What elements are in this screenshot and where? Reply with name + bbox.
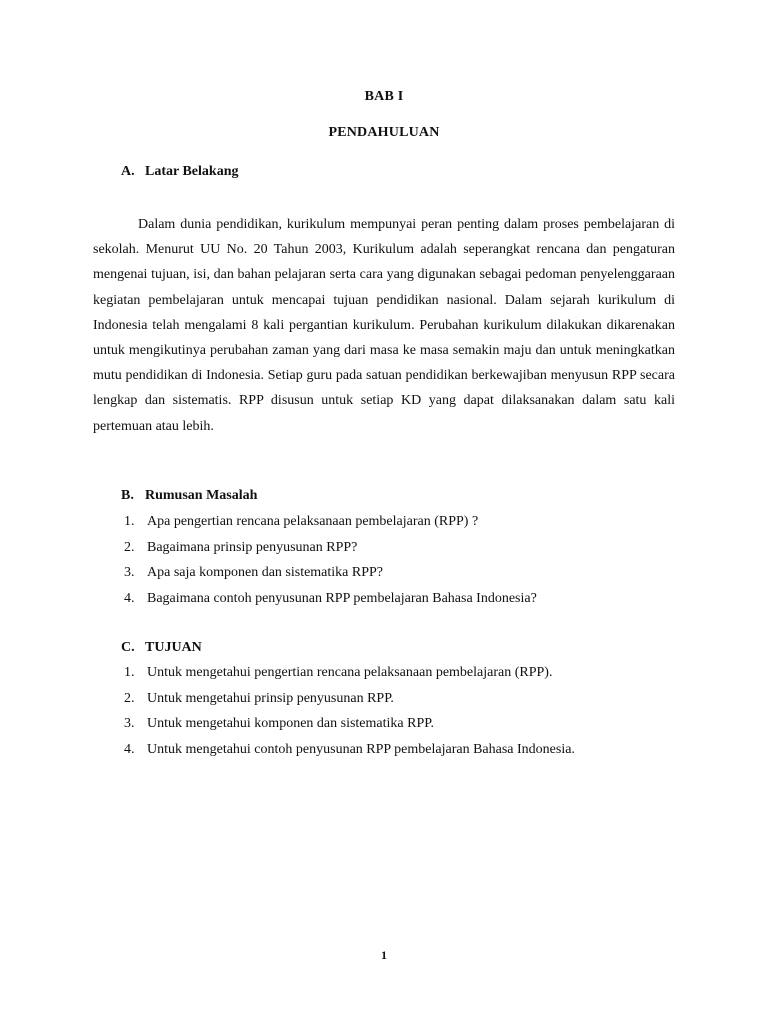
- list-item-number: 4.: [124, 741, 135, 757]
- section-letter: C.: [121, 640, 135, 655]
- list-item-text: Untuk mengetahui pengertian rencana pelaksanaan pembelajaran (RPP).: [147, 665, 553, 680]
- page-number: 1: [381, 948, 387, 962]
- list-item: [124, 591, 537, 617]
- list-item: [124, 742, 575, 768]
- list-item-number: 3.: [124, 716, 135, 731]
- list-item: [124, 691, 575, 717]
- list-item-text: Apa pengertian rencana pelaksanaan pembelajaran (RPP) ?: [147, 514, 479, 529]
- list-item-number: 1.: [124, 514, 135, 529]
- list-item: [124, 565, 537, 591]
- objectives-list: [124, 665, 575, 767]
- list-item-text: Untuk mengetahui komponen dan sistematika RPP.: [147, 716, 434, 731]
- section-heading-rumusan-masalah: [121, 488, 257, 504]
- section-heading-tujuan: [121, 640, 202, 656]
- section-letter: B.: [121, 488, 134, 503]
- section-title: TUJUAN: [145, 640, 202, 655]
- list-item-text: Apa saja komponen dan sistematika RPP?: [147, 565, 384, 580]
- list-item-text: Bagaimana contoh penyusunan RPP pembelajaran Bahasa Indonesia?: [147, 590, 537, 606]
- list-item: [124, 540, 537, 566]
- list-item-number: 1.: [124, 665, 135, 680]
- problem-statement-list: [124, 514, 537, 616]
- list-item: [124, 665, 575, 691]
- list-item: [124, 716, 575, 742]
- list-item-text: Untuk mengetahui contoh penyusunan RPP pembelajaran Bahasa Indonesia.: [147, 741, 575, 757]
- chapter-label: BAB I: [364, 89, 404, 104]
- list-item-number: 2.: [124, 539, 135, 555]
- background-paragraph: Dalam dunia pendidikan, kurikulum mempunyai peran penting dalam proses pembelajaran di sekolah. Menurut UU No. 20 Tahun 2003, Kurikulum adalah seperangkat rencana dan pengaturan mengenai tujuan, isi, dan bahan pelajaran serta cara yang digunakan sebagai pedoman penyelenggaraan kegiatan pembelajaran untuk mencapai tujuan pendidikan nasional. Dalam sejarah kurikulum di Indonesia telah mengalami 8 kali pergantian kurikulum. Perubahan kurikulum dilakukan dikarenakan untuk mengikutinya perubahan zaman yang dari masa ke masa semakin maju dan untuk meningkatkan mutu pendidikan di Indonesia. Setiap guru pada satuan pendidikan berkewajiban menyusun RPP secara lengkap dan sistematis. RPP disusun untuk setiap KD yang dapat dilaksanakan dalam satu kali pertemuan atau lebih.: [93, 217, 675, 434]
- section-title: Latar Belakang: [145, 164, 239, 179]
- list-item: [124, 514, 537, 540]
- section-heading-latar-belakang: [121, 164, 238, 180]
- chapter-title: PENDAHULUAN: [328, 125, 440, 140]
- list-item-number: 4.: [124, 590, 135, 606]
- list-item-number: 2.: [124, 690, 135, 706]
- list-item-text: Untuk mengetahui prinsip penyusunan RPP.: [147, 690, 394, 706]
- section-title: Rumusan Masalah: [145, 488, 258, 503]
- list-item-text: Bagaimana prinsip penyusunan RPP?: [147, 539, 358, 555]
- list-item-number: 3.: [124, 565, 135, 580]
- section-letter: A.: [121, 164, 135, 179]
